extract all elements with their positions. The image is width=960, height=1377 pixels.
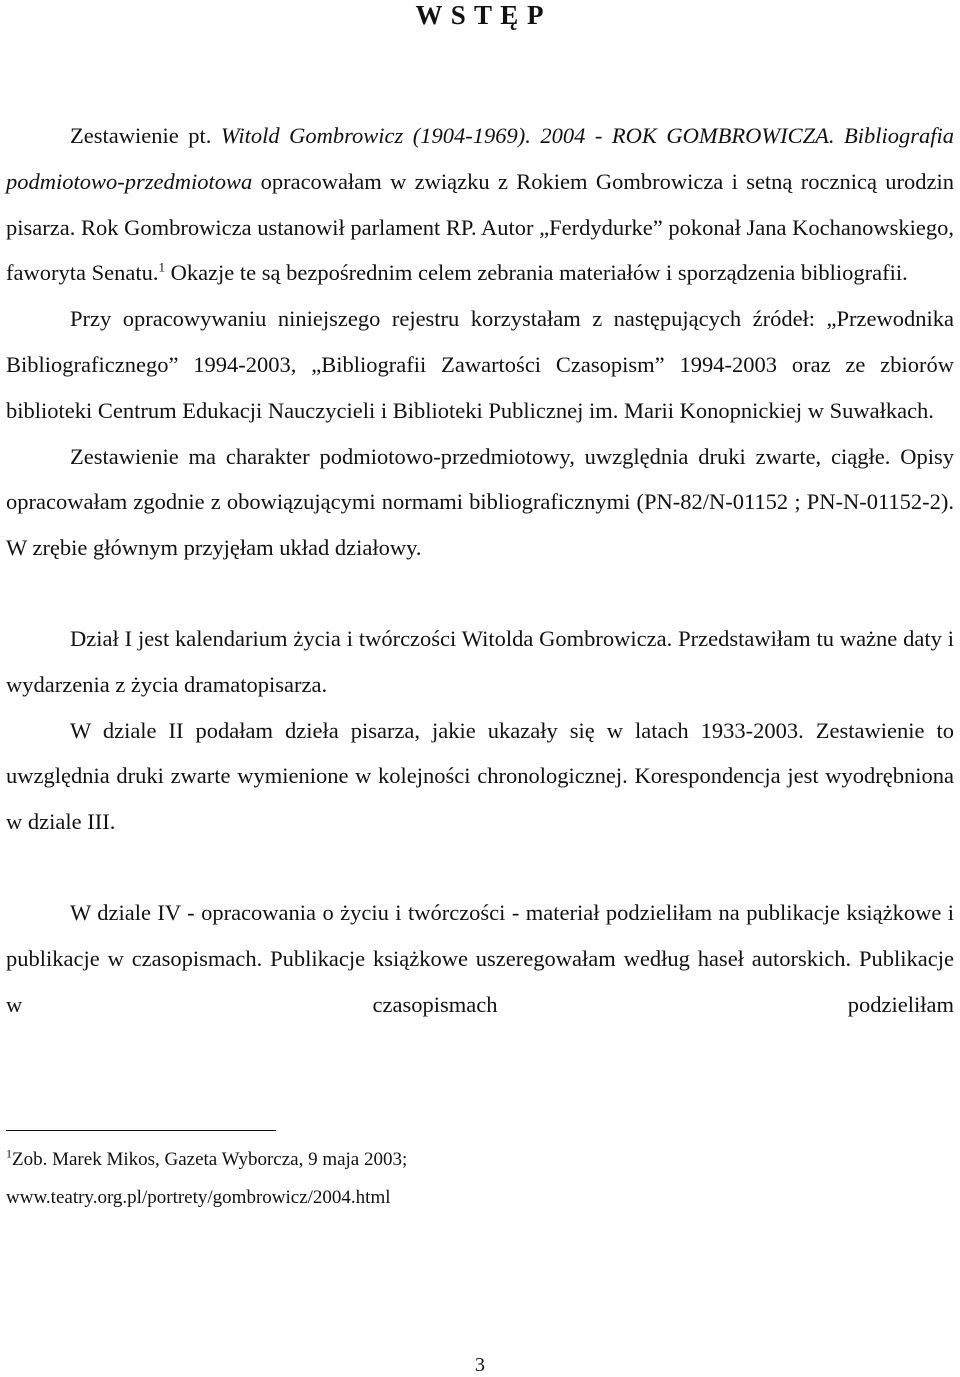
bibliography-title: Witold Gombrowicz (1904-1969). 2004 - ROK GOMBROWICZA. Bibliografia podmiotowo-przedmiotowa xyxy=(6,123,954,194)
footnote-marker: 1 xyxy=(6,1146,12,1161)
footnote-url: www.teatry.org.pl/portrety/gombrowicz/2004.html xyxy=(6,1187,391,1208)
intro-paragraph xyxy=(6,113,954,296)
document-page xyxy=(6,0,954,1377)
footnote-citation: Zob. Marek Mikos, Gazeta Wyborcza, 9 maja 2003; xyxy=(12,1149,408,1170)
page-number: 3 xyxy=(475,1354,485,1376)
character-paragraph: Zestawienie ma charakter podmiotowo-przedmiotowy, uwzględnia druki zwarte, ciągłe. Opisy opracowałam zgodnie z obowiązującymi normami bibliograficznymi (PN-82/N-01152 ; PN-N-01152-2). W zrębie głównym przyjęłam układ działowy. xyxy=(6,443,954,561)
section-one-paragraph: Dział I jest kalendarium życia i twórczości Witolda Gombrowicza. Przedstawiłam tu ważne daty i wydarzenia z życia dramatopisarza. xyxy=(6,625,954,697)
section-four-paragraph: W dziale IV - opracowania o życiu i twórczości - materiał podzieliłam na publikacje książkowe i publikacje w czasopismach. Publikacje książkowe uszeregowałam według haseł autorskich. Publikacje w czasopismach podzieliłam xyxy=(6,899,954,1017)
footnote-reference: 1 xyxy=(158,259,165,275)
section-two-paragraph: W dziale II podałam dzieła pisarza, jakie ukazały się w latach 1933-2003. Zestawienie to uwzględnia druki zwarte wymienione w kolejności chronologicznej. Korespondencja jest wyodrębniona w dziale III. xyxy=(6,717,954,835)
intro-after-ref: Okazje te są bezpośrednim celem zebrania materiałów i sporządzenia bibliografii. xyxy=(164,260,908,286)
sources-paragraph: Przy opracowywaniu niniejszego rejestru korzystałam z następujących źródeł: „Przewodnika Bibliograficznego” 1994-2003, „Bibliografii Zawartości Czasopism” 1994-2003 oraz ze zbiorów biblioteki Centrum Edukacji Nauczycieli i Biblioteki Publicznej im. Marii Konopnickiej w Suwałkach. xyxy=(6,306,954,423)
page-title: W S T Ę P xyxy=(415,0,545,30)
footnote-separator xyxy=(6,1130,276,1131)
intro-lead: Zestawienie pt. xyxy=(70,123,221,148)
intro-rest: opracowałam w związku z Rokiem Gombrowicza i setną rocznicą urodzin pisarza. Rok Gombrowicza ustanowił parlament RP. Autor „Ferdydurke” pokonał Jana Kochanowskiego, faworyta Senatu. xyxy=(6,168,954,286)
footnote-line-1 xyxy=(6,1141,954,1179)
footnote xyxy=(6,1141,954,1217)
